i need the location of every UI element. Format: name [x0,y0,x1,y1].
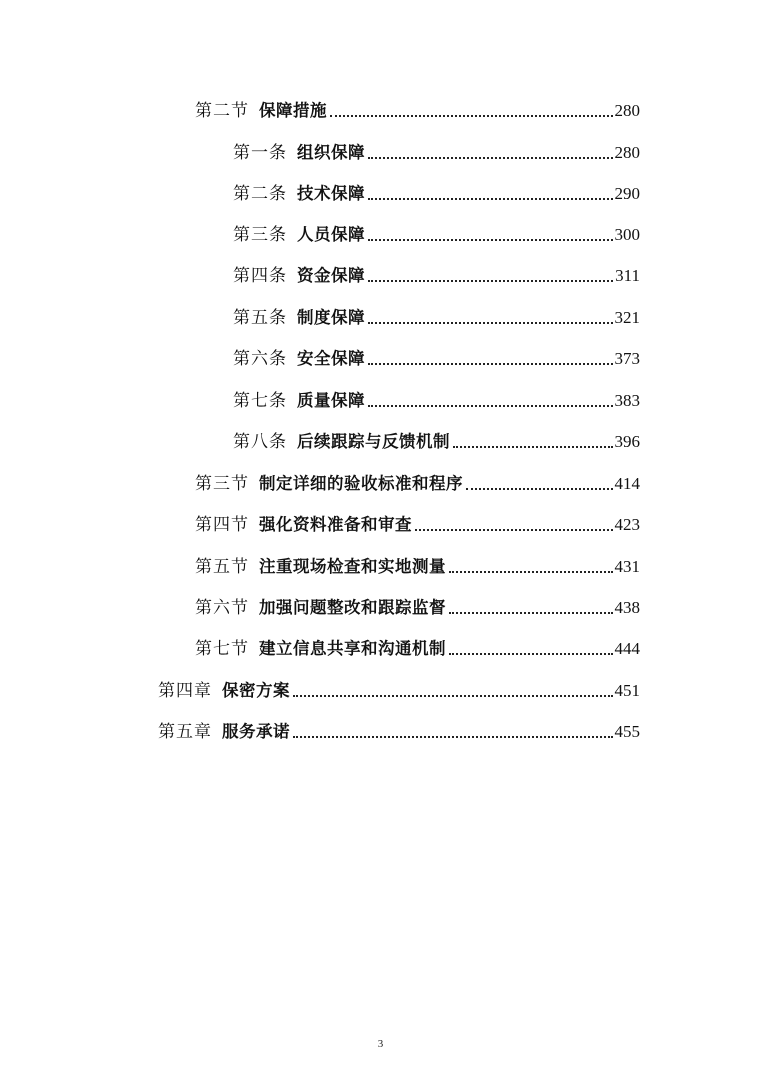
toc-entry-number: 第八条 [233,432,287,452]
toc-entry-page: 396 [614,432,640,451]
toc-entry-page: 300 [614,225,640,244]
toc-entry-page: 444 [614,639,640,658]
toc-entry[interactable] [195,508,640,536]
toc-entry-title: 质量保障 [297,391,365,410]
toc-leader-dots [293,695,613,697]
toc-entry-number: 第二条 [233,184,287,204]
toc-entry-number: 第五条 [233,308,287,328]
toc-entry-page: 431 [614,557,640,576]
toc-entry-title: 保障措施 [259,101,327,120]
toc-entry[interactable] [195,632,640,660]
toc-leader-dots [453,446,613,448]
toc-leader-dots [330,115,613,117]
toc-entry[interactable] [233,425,640,453]
toc-leader-dots [449,571,613,573]
toc-entry[interactable] [195,550,640,578]
toc-leader-dots [368,239,613,241]
toc-entry-page: 311 [615,266,640,285]
toc-entry-page: 414 [614,474,640,493]
page-number: 3 [377,1038,384,1050]
toc-entry-number: 第三条 [233,225,287,245]
toc-leader-dots [368,157,613,159]
toc-entry-page: 438 [614,598,640,617]
toc-entry[interactable] [233,259,640,287]
toc-leader-dots [293,736,613,738]
toc-entry-page: 321 [614,308,640,327]
toc-entry[interactable] [233,301,640,329]
toc-entry-title: 强化资料准备和审查 [259,515,412,534]
toc-leader-dots [368,405,613,407]
toc-entry[interactable] [195,94,640,122]
toc-entry-number: 第五章 [158,722,212,742]
toc-entry-title: 组织保障 [297,143,365,162]
toc-leader-dots [466,488,613,490]
toc-entry[interactable] [233,177,640,205]
toc-leader-dots [368,363,613,365]
toc-entry-number: 第四节 [195,515,249,535]
toc-entry[interactable] [158,674,640,702]
toc-entry-title: 人员保障 [297,225,365,244]
toc-entry-title: 建立信息共享和沟通机制 [259,639,446,658]
toc-entry-title: 制度保障 [297,308,365,327]
toc-entry-title: 注重现场检查和实地测量 [259,557,446,576]
toc-entry-page: 290 [614,184,640,203]
toc-entry-title: 服务承诺 [222,722,290,741]
toc-entry-number: 第六节 [195,598,249,618]
toc-leader-dots [415,529,613,531]
toc-entry-title: 技术保障 [297,184,365,203]
toc-entry-page: 423 [614,515,640,534]
toc-entry-title: 后续跟踪与反馈机制 [297,432,450,451]
toc-leader-dots [449,653,613,655]
toc-entry[interactable] [233,136,640,164]
toc-entry[interactable] [233,342,640,370]
toc-entry-page: 373 [614,349,640,368]
toc-entry[interactable] [195,591,640,619]
toc-leader-dots [368,280,613,282]
toc-leader-dots [368,322,613,324]
toc-leader-dots [368,198,613,200]
toc-leader-dots [449,612,613,614]
toc-entry-number: 第五节 [195,557,249,577]
toc-entry-page: 455 [614,722,640,741]
toc-entry-number: 第二节 [195,101,249,121]
toc-entry-number: 第四条 [233,266,287,286]
toc-entry[interactable] [233,218,640,246]
toc-entry[interactable] [233,384,640,412]
toc-entry-title: 保密方案 [222,681,290,700]
toc-entry-number: 第三节 [195,474,249,494]
toc-entry-number: 第四章 [158,681,212,701]
toc-entry-page: 280 [614,143,640,162]
toc-entry-number: 第七节 [195,639,249,659]
toc-entry-page: 451 [614,681,640,700]
toc-entry[interactable] [158,715,640,743]
toc-entry-number: 第七条 [233,391,287,411]
toc-entry[interactable] [195,467,640,495]
toc-entry-title: 安全保障 [297,349,365,368]
toc-entry-title: 资金保障 [297,266,365,285]
toc-entry-number: 第六条 [233,349,287,369]
toc-entry-title: 制定详细的验收标准和程序 [259,474,463,493]
toc-entry-page: 280 [614,101,640,120]
toc-entry-page: 383 [614,391,640,410]
toc-entry-number: 第一条 [233,143,287,163]
toc-entry-title: 加强问题整改和跟踪监督 [259,598,446,617]
